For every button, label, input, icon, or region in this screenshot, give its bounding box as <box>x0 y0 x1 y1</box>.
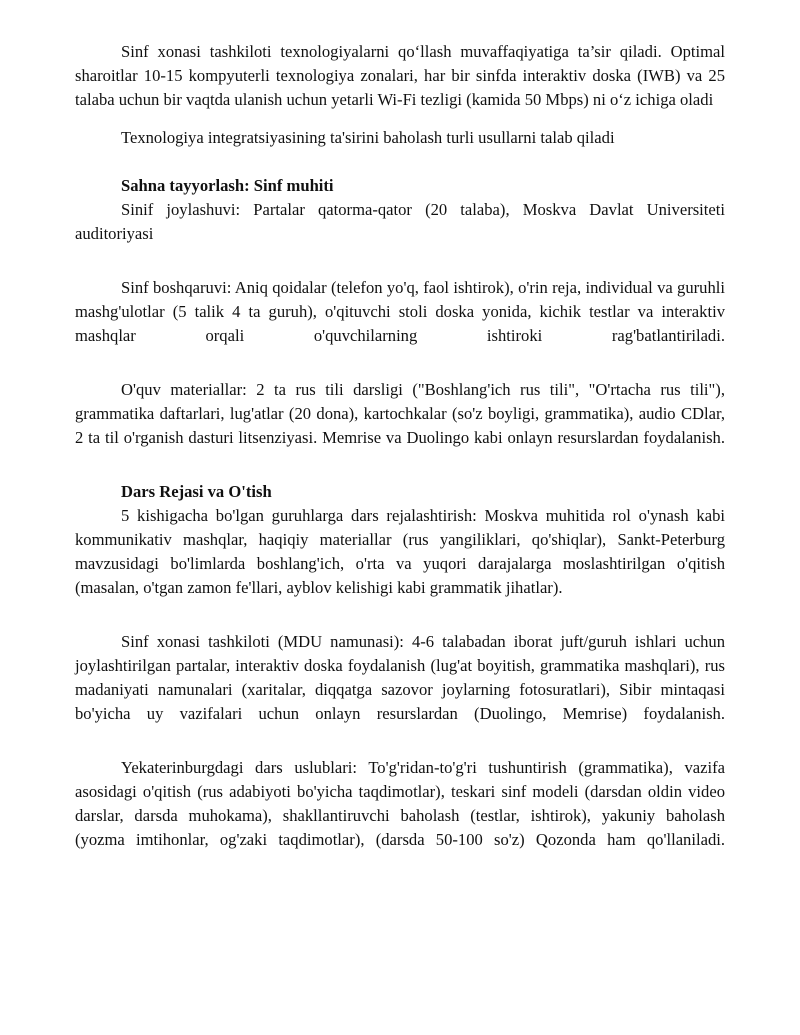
paragraph-technology-organization: Sinf xonasi tashkiloti texnologiyalarni qo‘llash muvaffaqiyatiga ta’sir qiladi. Optimal sharoitlar 10-15 kompyuterli texnologiya zonalari, har bir sinfda interaktiv doska (IWB) va 25 talaba uchun bir vaqtda ulanish uchun yetarli Wi-Fi tezligi (kamida 50 Mbps) ni o‘z ichiga oladi <box>75 42 725 109</box>
paragraph-mdu-classroom: Sinf xonasi tashkiloti (MDU namunasi): 4-6 talabadan iborat juft/guruh ishlari uchun joylashtirilgan partalar, interaktiv doska foydalanish (lug'at boyitish, grammatika mashqlari), rus madaniyati namunalari (xaritalar, diqqatga sazovor joylarning fotosuratlari), Sibir mintaqasi bo'yicha uy vazifalari uchun onlayn resurslardan (Duolingo, Memrise) foydalanish. <box>75 632 725 723</box>
heading-lesson-plan: Dars Rejasi va O'tish <box>121 482 272 501</box>
paragraph-integration-assessment: Texnologiya integratsiyasining ta'sirini baholash turli usullarni talab qiladi <box>121 128 615 147</box>
heading-classroom-environment: Sahna tayyorlash: Sinf muhiti <box>121 176 334 195</box>
paragraph-classroom-layout: Sinif joylashuvi: Partalar qatorma-qator (20 talaba), Moskva Davlat Universiteti auditoriyasi <box>75 200 725 243</box>
paragraph-classroom-management: Sinf boshqaruvi: Aniq qoidalar (telefon yo'q, faol ishtirok), o'rin reja, individual va guruhli mashg'ulotlar (5 talik 4 ta guruh), o'qituvchi stoli doska yonida, kichik testlar va interaktiv mashqlar orqali o'quvchilarning ishtiroki rag'batlantiriladi. <box>75 278 725 345</box>
paragraph-teaching-methods: Yekaterinburgdagi dars uslublari: To'g'ridan-to'g'ri tushuntirish (grammatika), vazifa asosidagi o'qitish (rus adabiyoti bo'yicha taqdimotlar), teskari sinf modeli (darsdan oldin video darslar, darsda muhokama), shakllantiruvchi baholash (testlar, ishtirok), yakuniy baholash (yozma imtihonlar, og'zaki taqdimotlar), (darsda 50-100 so'z) Qozonda ham qo'llaniladi. <box>75 758 725 849</box>
paragraph-lesson-planning: 5 kishigacha bo'lgan guruhlarga dars rejalashtirish: Moskva muhitida rol o'ynash kabi kommunikativ mashqlar, haqiqiy materiallar (rus yangiliklari, qo'shiqlar), Sankt-Peterburg mavzusidagi bo'limlarda boshlang'ich, o'rta va yuqori darajalarga moslashtirilgan o'qitish (masalan, o'tgan zamon fe'llari, ayblov kelishigi kabi grammatik jihatlar). <box>75 506 725 597</box>
paragraph-learning-materials: O'quv materiallar: 2 ta rus tili darsligi ("Boshlang'ich rus tili", "O'rtacha rus tili"), grammatika daftarlari, lug'atlar (20 dona), kartochkalar (so'z boyligi, grammatika), audio CDlar, 2 ta til o'rganish dasturi litsenziyasi. Memrise va Duolingo kabi onlayn resurslardan foydalanish. <box>75 380 725 447</box>
document-page <box>75 40 725 852</box>
